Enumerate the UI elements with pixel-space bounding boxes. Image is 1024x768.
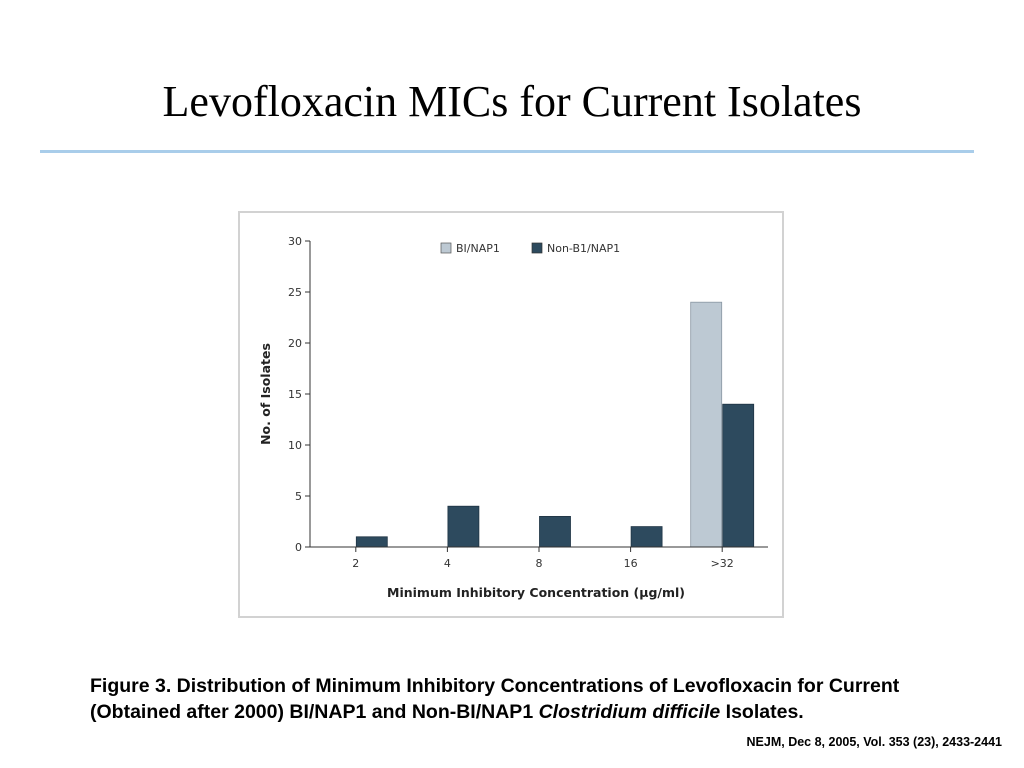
y-tick-label: 5 — [295, 490, 302, 503]
caption-text-end: Isolates. — [720, 701, 804, 723]
legend-label-non-b1-nap1: Non-B1/NAP1 — [547, 242, 621, 255]
citation: NEJM, Dec 8, 2005, Vol. 353 (23), 2433-2441 — [746, 735, 1002, 749]
x-tick-label: 2 — [352, 557, 360, 570]
slide-title: Levofloxacin MICs for Current Isolates — [162, 77, 862, 126]
legend-swatch-non-b1-nap1 — [532, 243, 542, 253]
title-divider — [40, 150, 974, 153]
bar-non-b1-nap1-2 — [540, 516, 571, 547]
figure-caption — [90, 673, 920, 725]
x-axis-label: Minimum Inhibitory Concentration (µg/ml) — [387, 585, 685, 600]
figure-frame — [238, 211, 784, 618]
x-tick-label: 4 — [443, 557, 451, 570]
caption-text-start: Figure 3. Distribution of Minimum Inhibitory Concentrations of Levofloxacin for Current (Obtained after 2000) BI/NAP1 and Non-BI/NAP1 — [90, 675, 900, 723]
legend-swatch-bi-nap1 — [441, 243, 451, 253]
bar-bi-nap1-4 — [691, 302, 722, 547]
y-tick-label: 0 — [295, 541, 302, 554]
y-axis-label: No. of Isolates — [258, 343, 273, 445]
y-tick-label: 25 — [288, 286, 302, 299]
x-tick-label: 8 — [535, 557, 543, 570]
y-tick-label: 10 — [288, 439, 302, 452]
caption-organism-italic: Clostridium difficile — [538, 701, 721, 723]
bar-non-b1-nap1-1 — [448, 506, 479, 547]
y-tick-label: 15 — [288, 388, 302, 401]
legend-label-bi-nap1: BI/NAP1 — [456, 242, 500, 255]
legend — [441, 242, 620, 255]
bar-non-b1-nap1-0 — [356, 537, 387, 547]
y-tick-label: 20 — [288, 337, 302, 350]
bar-non-b1-nap1-3 — [631, 527, 662, 547]
y-tick-label: 30 — [288, 235, 302, 248]
bar-non-b1-nap1-4 — [723, 404, 754, 547]
bar-chart — [240, 213, 782, 616]
x-tick-label: 16 — [623, 557, 638, 570]
x-tick-label: >32 — [710, 557, 734, 570]
